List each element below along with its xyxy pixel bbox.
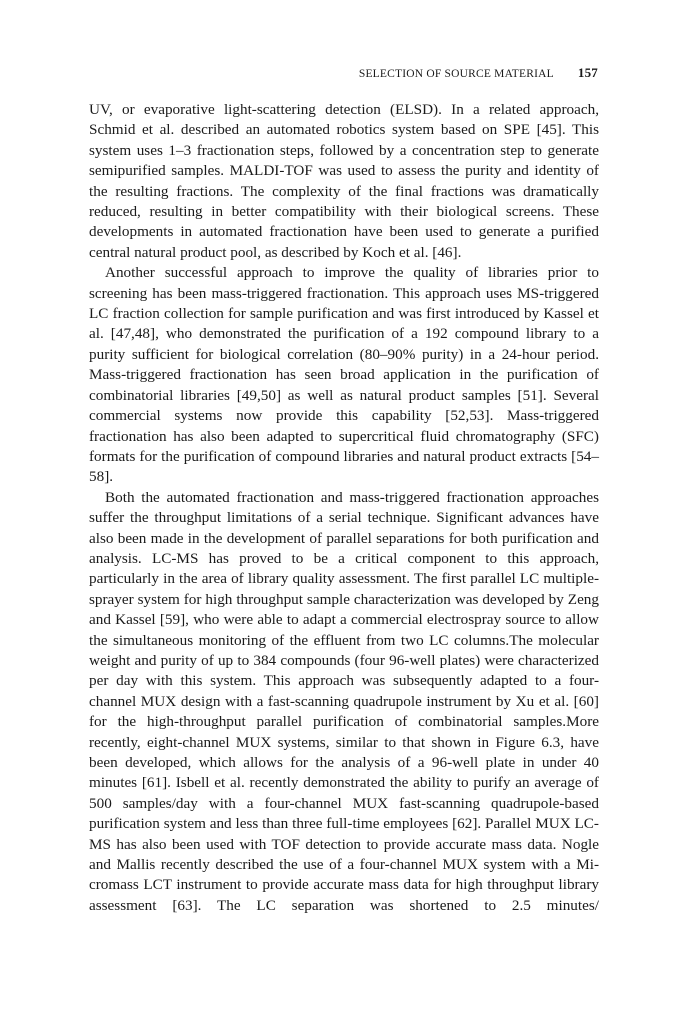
running-head [90,66,598,81]
running-title: SELECTION OF SOURCE MATERIAL [358,68,554,80]
paragraph-mass-triggered: Another successful approach to improve the quality of libraries prior to screening has been mass-triggered fractionation. This approach uses MS-triggered LC fraction collection for sample purification and was first introduced by Kassel et al. [47,48], who demonstrated the purification of a 192 compound library to a purity sufficient for biological correlation (80–90% purity) in a 24-hour period. Mass-triggered fractionation has seen broad application in the purification of combinatorial libraries [49,50] as well as natural product samples [51]. Several commercial systems now provide this capability [52,53]. Mass-triggered fractionation has also been adapted to supercritical fluid chromatography (SFC) formats for the purification of compound libraries and natural product extracts [54–58]. [89,264,599,486]
paragraph-parallel-separations: Both the automated fractionation and mass-triggered fractionation approaches suffer the throughput limitations of a serial technique. Significant advances have also been made in the development of parallel separations for both purification and analysis. LC-MS has proved to be a critical component to this approach, particularly in the area of library quality assessment. The first parallel LC multiple-sprayer system for high throughput sample characterization was developed by Zeng and Kassel [59], who were able to adapt a commercial electrospray source to allow the simultaneous monitoring of the effluent from two LC columns.The molecular weight and purity of up to 384 compounds (four 96-well plates) were characterized per day with this system. This approach was subsequently adapted to a four-channel MUX design with a fast-scanning quadrupole instrument by Xu et al. [60] for the high-throughput parallel purification of combinatorial samples.More recently, eight-channel MUX systems, similar to that shown in Figure 6.3, have been developed, which allows for the analysis of a 96-well plate in under 40 minutes [61]. Isbell et al. recently demonstrated the ability to purify an average of 500 samples/day with a four-channel MUX fast-scanning quadrupole-based purification system and less than three full-time employees [62]. Parallel MUX LC-MS has also been used with TOF detection to provide accurate mass data. Nogle and Mallis recently described the use of a four-channel MUX system with a Micromass LCT instrument to provide accurate mass data for high throughput library assessment [63]. The LC separation was shortened to 2.5 minutes/ [89,488,599,914]
body-text [89,100,599,916]
paragraph-continued: UV, or evaporative light-scattering detection (ELSD). In a related approach, Schmid et al. described an automated robotics system based on SPE [45]. This system uses 1–3 fractionation steps, followed by a concentration step to generate semipurified samples. MALDI-TOF was used to assess the purity and identity of the resulting fractions. The complexity of the final fractions was dramatically reduced, resulting in better compatibility with their biological screens. These developments in automated fractionation have been used to generate a purified central natural product pool, as described by Koch et al. [46]. [89,101,599,261]
page-number: 157 [577,65,598,80]
